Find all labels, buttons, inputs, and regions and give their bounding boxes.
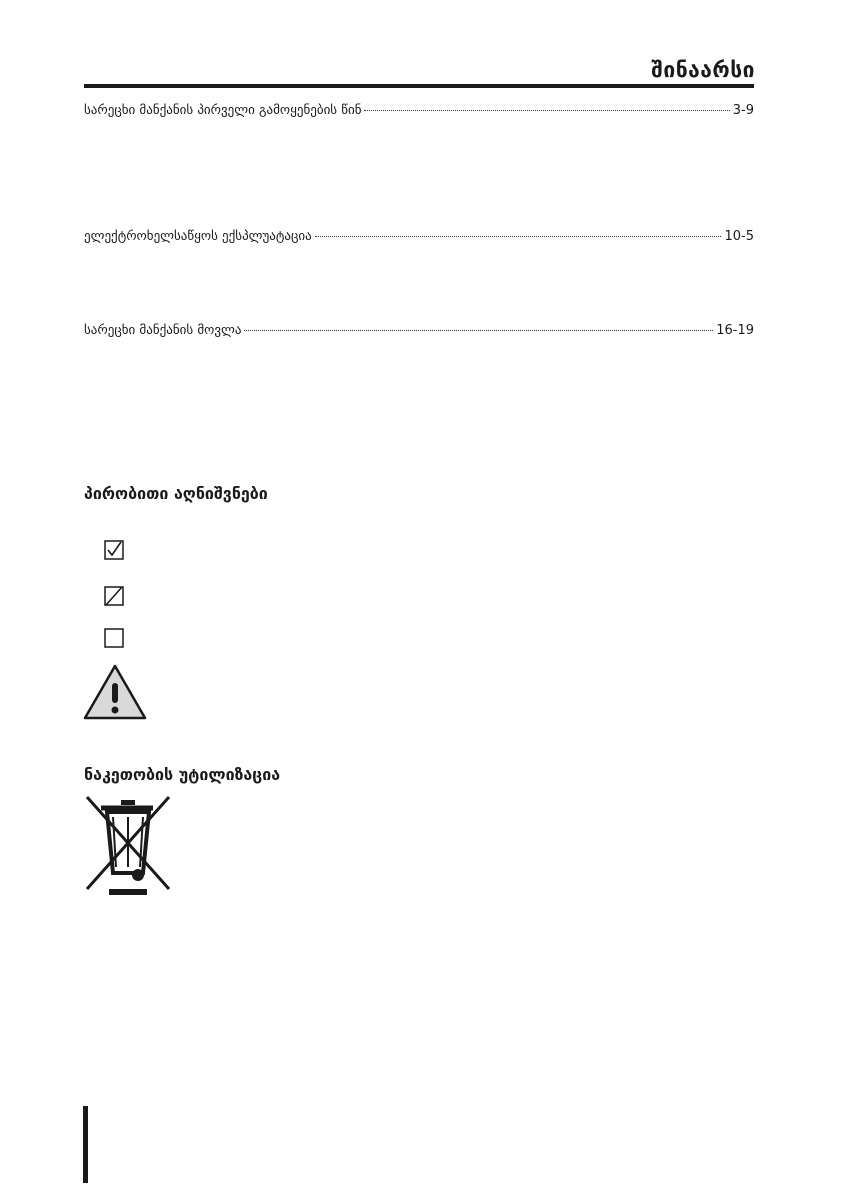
toc-entry-label: სარეცხი მანქანის პირველი გამოყენების წინ — [84, 103, 362, 118]
toc-dot-leader — [315, 236, 722, 237]
toc-dot-leader — [364, 110, 729, 111]
legend-heading: პირობითი აღნიშვნები — [84, 484, 268, 503]
toc-entry-pages: 16-19 — [716, 323, 754, 338]
toc-entry[interactable] — [84, 103, 754, 118]
toc-entry-pages: 10-5 — [724, 229, 754, 244]
toc-dot-leader — [244, 330, 713, 331]
disposal-heading: ნაკეთობის უტილიზაცია — [84, 765, 281, 784]
slashed-box-icon — [104, 586, 124, 606]
toc-entry-label: სარეცხი მანქანის მოვლა — [84, 323, 242, 338]
checked-box-icon — [104, 540, 124, 560]
empty-box-icon — [104, 628, 124, 648]
toc-entry-label: ელექტროხელსაწყოს ექსპლუატაცია — [84, 229, 312, 244]
crossed-out-bin-icon — [83, 795, 173, 895]
header-rule — [84, 84, 754, 88]
page-title: შინაარსი — [651, 58, 755, 82]
warning-triangle-icon — [83, 664, 147, 720]
toc-entry[interactable] — [84, 229, 754, 244]
page-edge-bar — [83, 1106, 88, 1183]
toc-entry-pages: 3-9 — [732, 103, 754, 118]
toc-entry[interactable] — [84, 323, 754, 338]
